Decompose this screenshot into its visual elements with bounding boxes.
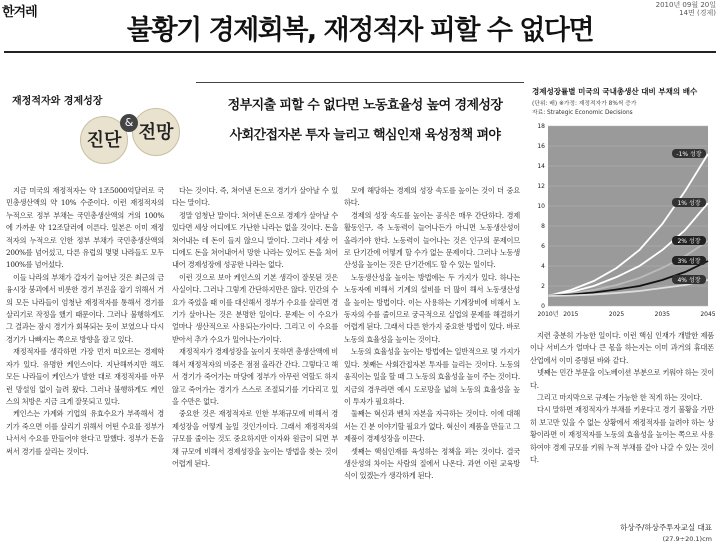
series-label: 3% 성장: [677, 258, 701, 265]
article-column-4: [530, 330, 714, 522]
paragraph: 노동생산성을 높이는 방법에는 두 가지가 있다. 하나는 노동자에 비해서 기계의 설비를 더 많이 해서 노동생산성을 높이는 방법이다. 이는 사용하는 기계장비에 비해서 노동자의 수를 줄이므로 궁극적으로 실업의 문제를 해결하기 어렵게 된다. 그래서 다른 한가지 중요한 방법이 있다. 바로 노동의 효율성을 높이는 것이다.: [344, 272, 520, 344]
y-tick-label: 10: [537, 203, 545, 210]
paragraph: 중요한 것은 재정적자로 인한 부채규모에 비해서 경제성장을 어떻게 높일 것인가이다. 그래서 재정적자의 규모를 줄이는 것도 중요하지만 이자와 원금이 되면 부채 규모에 비해서 경제성장을 높이는 방법을 찾는 것이 어렵게 된다.: [172, 409, 338, 468]
article-column-1: [6, 185, 164, 540]
series-badge: [80, 108, 190, 168]
x-tick-label: 2045: [700, 311, 716, 318]
paragraph: 지련 충분히 가능한 일이다. 이런 핵심 인재가 개발한 제품이나 서비스가 얼마나 큰 몫을 하는지는 이미 과거의 휴대폰 산업에서 이미 증명된 바와 같다.: [530, 331, 714, 365]
subheadline-2: 사회간접자본 투자 늘리고 핵심인재 육성정책 펴야: [229, 128, 501, 143]
y-tick-label: 12: [537, 183, 545, 190]
article-column-2: [172, 185, 338, 540]
section-rule: [196, 82, 524, 83]
x-tick-label: 2035: [654, 311, 670, 318]
series-label: 1% 성장: [677, 200, 701, 207]
paragraph: 노동의 효율성을 높이는 방법에는 일반적으로 몇 가지가 있다. 첫째는 사회간접자본 투자를 늘리는 것이다. 노동의 움직이는 일을 할 때 그 노동의 효율성을 높이 주는 것이다. 지금의 경우라면 예시 도로망을 넓혀 노동의 효율성을 높이 투자가 필요하다.: [344, 347, 520, 406]
paragraph: 이런 것으로 보아 케인스의 기본 생각이 잘못된 것은 사실이다. 그러나 그렇게 간단하지만은 않다. 민간의 수요가 죽었을 때 이를 대신해서 정부가 수요를 살리면 경기가 살아나는 것은 분명한 일이다. 문제는 이 수요가 얼마나 생산적으로 사용되는가이다. 그리고 이 수요를 받아서 추가 수요가 일어나는가이다.: [172, 272, 338, 344]
paragraph: 셋째는 핵심인재를 육성하는 정책을 펴는 것이다. 결국 생산성의 차이는 사람의 질에서 나온다. 과연 이런 교육방식이 있겠는가 생각하게 된다.: [344, 446, 520, 481]
y-tick-label: 18: [537, 123, 545, 130]
author-byline: 하상주/하상주투자교실 대표: [620, 523, 712, 532]
paragraph: 케인스는 가계와 기업의 유효수요가 부족해서 경기가 죽으면 이를 살리기 위해서 어떤 수요를 정부가 나서서 수요를 만들어야 한다고 말했다. 정부가 돈을 써서 경기를 살리는 것이다.: [6, 409, 164, 456]
y-tick-label: 16: [537, 143, 545, 150]
badge-ampersand: &: [120, 114, 138, 132]
issue-date: 2010년 09월 20일: [655, 1, 716, 9]
x-tick-label: 2010년: [537, 311, 559, 318]
y-tick-label: 4: [541, 263, 545, 270]
paragraph: 경제의 성장 속도를 높이는 공식은 매우 간단하다. 경제활동인구, 즉 노동력이 늘어나든가 아니면 노동생산성이 올라가야 한다. 노동력이 늘어나는 것은 인구의 문제이므로 단기간에 어떻게 할 수가 없는 문제이다. 그러나 노동생산성을 높이는 것은 단기간에도 할 수 있는 일이다.: [344, 210, 520, 270]
series-kicker: 재정적자와 경제성장: [12, 96, 103, 107]
badge-left: 진단: [80, 116, 128, 164]
x-tick-label: 2015: [563, 311, 579, 318]
y-tick-label: 6: [541, 243, 545, 250]
x-tick-label: 2025: [608, 311, 625, 318]
paragraph: 넷째는 민간 부문을 이노베이션 부분으로 키워야 하는 것이다.: [530, 368, 714, 390]
y-tick-label: 8: [541, 223, 545, 230]
badge-right: 전망: [132, 108, 180, 156]
size-footnote: (27.9÷20.1)cm: [662, 535, 712, 543]
paragraph: 지금 미국의 재정적자는 약 1조5000억달러로 국민총생산액의 약 10% 수준이다. 이런 재정적자의 누적으로 정부 부채는 국민총생산액의 거의 100%에 가까운 약 12조달러에 이른다. 일본은 이미 재정적자의 누적으로 인한 정부 부채가 국민총생산액의 200%를 넘어섰고, 다른 유럽의 몇몇 나라들도 모두 100%를 넘어섰다.: [6, 186, 164, 270]
paragraph: 그리고 마지막으로 규제는 가능한 한 적게 하는 것이다.: [537, 393, 703, 403]
series-label: 2% 성장: [677, 238, 701, 245]
debt-ratio-chart: [530, 86, 716, 326]
headline: 불황기 경제회복, 재정적자 피할 수 없다면: [126, 15, 594, 46]
chart-title: 경제성장률별 미국의 국내총생산 대비 부채의 배수: [532, 87, 698, 96]
paragraph: 재정적자가 경제성장을 높이지 못하면 총생산액에 비해서 재정적자의 비중은 점점 올라간 간다. 그렇다고 해서 경기가 죽어가는 마당에 정부가 아무런 역할도 하지 않고 죽어가는 경기가 스스로 조절되기를 기다리고 있을 수만은 없다.: [172, 347, 338, 406]
paragraph: 정말 엄청난 말이다. 쳐어낸 돈으로 경제가 살아날 수 있다면 세상 어디에도 가난한 나라는 없을 것이다. 돈을 쳐어내는 데 돈이 들지 않으니 말이다. 그러나 세상 어디에도 돈을 쳐어내어서 망한 나라는 있어도 돈을 쳐어내어 경제성장에 성공한 나라는 없다.: [172, 210, 338, 270]
paragraph: 다는 것이다. 즉, 쳐어낸 돈으로 경기가 살아날 수 있다는 말이다.: [172, 186, 338, 208]
paragraph: 다시 말하면 재정적자가 부채를 키운다고 경기 불황을 가만히 보고만 있을 수 없는 상황에서 재정적자를 늘려야 하는 상황이라면 이 재정적자를 노동의 효율성을 높이는 쪽으로 사용하여야 경제 규모를 키워 누적 부채를 갚아 나갈 수 있는 것이다.: [530, 405, 714, 465]
chart-source: 자료: Strategic Economic Decisions: [532, 110, 633, 116]
y-tick-label: 14: [537, 163, 545, 170]
series-label: -1% 성장: [676, 151, 702, 158]
y-tick-label: 0: [541, 303, 545, 310]
chart-unit-note: (단위: 배) ※가정: 재정적자가 8%씩 증가: [532, 101, 637, 107]
newspaper-logo: 한겨레: [2, 5, 37, 20]
paragraph: 재정적자를 생각하면 가장 먼저 떠오르는 경제학자가 있다. 유명한 케인스이다. 지난해까지만 해도 모든 나라들이 케인스가 발한 대로 재정적자를 아무런 망설임 없이 늘려 왔다. 그러나 불행하게도 케인스의 처방은 지금 크게 잘못되고 있다.: [6, 347, 164, 406]
y-tick-label: 2: [541, 283, 545, 290]
series-label: 4% 성장: [677, 277, 701, 284]
paragraph: 이들 나라의 부채가 갑자기 늘어난 것은 최근의 금융시장 붕괴에서 비롯한 경기 부진을 잡기 위해서 거의 모든 나라들이 엄청난 재정적자를 통해서 경기를 살리기로 작정을 했기 때문이다. 그러나 불행하게도 그 결과는 잠시 경기가 회복되는 듯이 보였으나 다시 경기가 나빠지는 쪽으로 방향을 잡고 있다.: [6, 272, 164, 344]
headline-rule: [4, 51, 716, 53]
paragraph: 모에 해당하는 경제의 성장 속도를 높이는 것이 더 중요하다.: [344, 186, 520, 208]
article-column-3: [344, 185, 520, 540]
subheadline-1: 정부지출 피할 수 없다면 노동효율성 높여 경제성장: [227, 98, 503, 113]
chart-plot: [530, 120, 716, 326]
paragraph: 둘째는 혁신과 벤처 자본을 자극하는 것이다. 이에 대해서는 긴 분 이야기할 필요가 없다. 혁신이 제품을 만들고 그 제품이 경제성장을 이끈다.: [344, 409, 520, 444]
page-section: 14면 (경제): [679, 9, 716, 17]
